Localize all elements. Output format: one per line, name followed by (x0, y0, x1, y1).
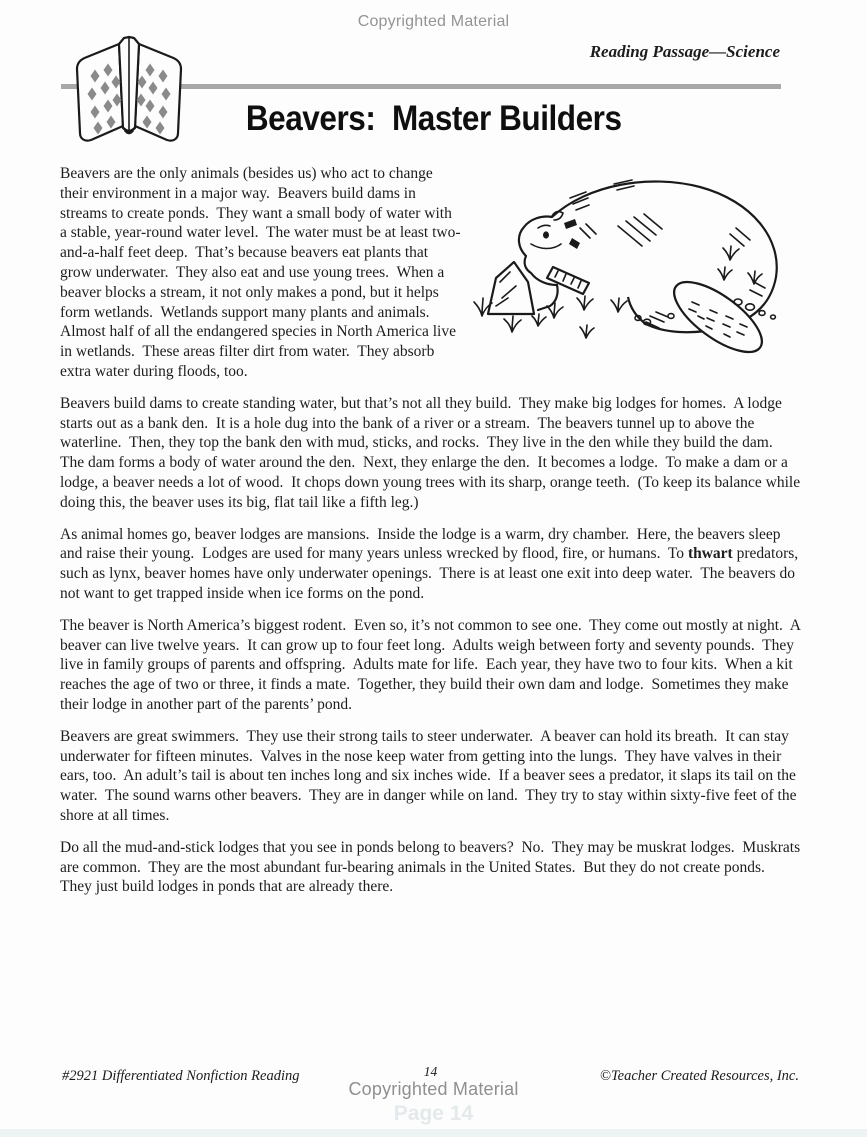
paragraph-text: Beavers are great swimmers. They use their strong tails to steer underwater. A beaver can hold its breath. It can stay underwater for fifteen minutes. Valves in the nose keep water from getting into the lungs. They have valves in their ears, too. An adult’s tail is about ten inches long and six inches wide. If a beaver sees a predator, it slaps its tail on the water. The sound warns other beavers. They are in danger while on land. They try to stay within sixty-five feet of the shore at all times. (60, 727, 801, 824)
passage-title (0, 99, 867, 139)
copyright-watermark-bottom: Copyrighted Material (348, 1079, 519, 1099)
paragraph-6 (60, 838, 804, 897)
beaver-illustration (468, 166, 858, 356)
paragraph-text: As animal homes go, beaver lodges are mansions. Inside the lodge is a warm, dry chamber. Here, the beavers sleep and raise their young. Lodges are used for many years unless wrecked by flood, fire, or humans. To (60, 525, 785, 563)
paragraph-4 (60, 616, 805, 715)
passage-title-text: Beavers: Master Builders (245, 99, 622, 138)
paragraph-5 (60, 727, 801, 826)
header-passage-type-label: Reading Passage—Science (589, 42, 780, 61)
footer-page-number: 14 (423, 1064, 438, 1079)
paragraph-2 (60, 394, 804, 513)
paragraph-text: Beavers are the only animals (besides us) who act to change their environment in a major way. Beavers build dams in streams to create ponds. They want a small body of water with a stable, year-round water level. The water must be at least two-and-a-half feet deep. That’s because beavers eat plants that grow underwater. They also eat and use young trees. When a beaver blocks a stream, it not only makes a pond, but it helps form wetlands. Wetlands support many plants and animals. Almost half of all the endangered species in North America live in wetlands. These areas filter dirt from water. They absorb extra water during floods, too. (60, 165, 461, 380)
paragraph-1 (60, 164, 801, 382)
footer-publisher: ©Teacher Created Resources, Inc. (599, 1068, 799, 1084)
paragraph-text: The beaver is North America’s biggest rodent. Even so, it’s not common to see one. They come out mostly at night. A beaver can live twelve years. It can grow up to four feet long. Adults weigh between forty and seventy pounds. They live in family groups of parents and offspring. Adults mate for life. Each year, they have two to four kits. When a kit reaches the age of two or three, it finds a mate. Together, they build their own dam and lodge. Sometimes they make their lodge in another part of the parents’ pond. (60, 616, 805, 713)
paragraph-text: Beavers build dams to create standing water, but that’s not all they build. They make big lodges for homes. A lodge starts out as a bank den. It is a hole dug into the bank of a river or a stream. The beavers tunnel up to above the waterline. Then, they top the bank den with mud, sticks, and rocks. They live in the den while they build the dam. The dam forms a body of water around the den. Next, they enlarge the den. It becomes a lodge. To make a dam or a lodge, a beaver needs a lot of wood. It chops down young trees with its sharp, orange teeth. (To keep its balance while doing this, the beaver uses its big, flat tail like a fifth leg.) (60, 394, 804, 511)
reading-passage (60, 164, 805, 909)
paragraph-text: Do all the mud-and-stick lodges that you see in ponds belong to beavers? No. They may be muskrat lodges. Muskrats are common. They are the most abundant fur-bearing animals in the United States. But they do not create ponds. They just build lodges in ponds that are already there. (60, 838, 804, 896)
copyright-watermark-top: Copyrighted Material (357, 13, 510, 30)
footer-book-id: #2921 Differentiated Nonfiction Reading (62, 1068, 300, 1084)
vocab-word-thwart: thwart (687, 545, 733, 563)
paragraph-text: predators, such as lynx, beaver homes have only underwater openings. There is at least one exit into deep water. The beavers do not want to get trapped inside when ice forms on the pond. (60, 545, 803, 602)
page-number-watermark: Page 14 (393, 1102, 474, 1125)
viewer-edge-strip (0, 1129, 867, 1137)
paragraph-3 (60, 525, 801, 604)
